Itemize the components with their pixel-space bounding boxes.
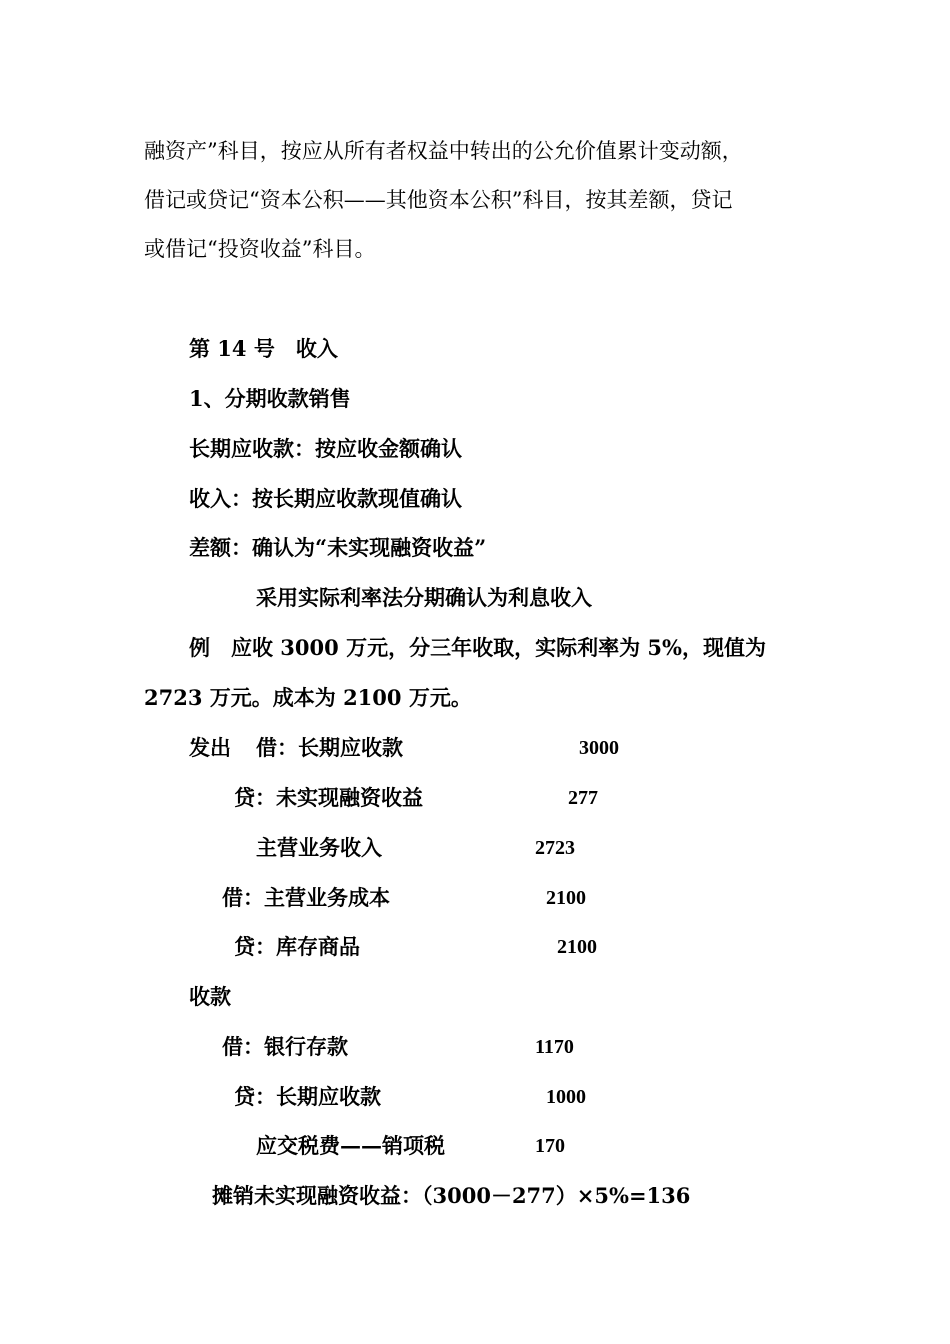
entry-4-amount: 2100 [546,887,586,909]
intro-line-2: 借记或贷记“资本公积——其他资本公积”科目，按其差额，贷记 [144,188,733,212]
entry-6-label: 借：银行存款 [222,1034,348,1059]
entry-2-label: 贷：未实现融资收益 [234,785,423,810]
entry-ship-label: 发出 [189,735,231,760]
entry-4-label: 借：主营业务成本 [222,885,390,910]
entry-2-amount: 277 [568,787,598,809]
entry-1-label: 借：长期应收款 [256,735,403,760]
rule-long-term-receivable: 长期应收款：按应收金额确认 [189,436,462,461]
example-line-1: 例 应收 3000 万元，分三年收取，实际利率为 5%，现值为 [189,635,766,660]
subsection-heading: 1、分期收款销售 [189,386,351,411]
entry-3-label: 主营业务收入 [256,835,382,860]
entry-collect-label: 收款 [189,984,231,1009]
rule-difference: 差额：确认为“未实现融资收益” [189,535,487,560]
entry-3-amount: 2723 [535,837,575,859]
entry-5-label: 贷：库存商品 [234,934,360,959]
intro-line-1: 融资产”科目，按应从所有者权益中转出的公允价值累计变动额， [144,139,743,163]
section-heading: 第 14 号 收入 [189,336,338,361]
entry-8-label: 应交税费——销项税 [256,1133,445,1158]
entry-7-label: 贷：长期应收款 [234,1084,381,1109]
entry-8-amount: 170 [535,1135,565,1157]
amortization-formula: 摊销未实现融资收益：（3000－277）×5%=136 [212,1183,691,1208]
example-line-2: 2723 万元。成本为 2100 万元。 [144,685,472,710]
rule-difference-continued: 采用实际利率法分期确认为利息收入 [256,585,592,610]
entry-7-amount: 1000 [546,1086,586,1108]
entry-1-amount: 3000 [579,737,619,759]
intro-line-3: 或借记“投资收益”科目。 [144,237,376,261]
entry-5-amount: 2100 [557,936,597,958]
entry-6-amount: 1170 [535,1036,574,1058]
rule-revenue: 收入：按长期应收款现值确认 [189,486,462,511]
